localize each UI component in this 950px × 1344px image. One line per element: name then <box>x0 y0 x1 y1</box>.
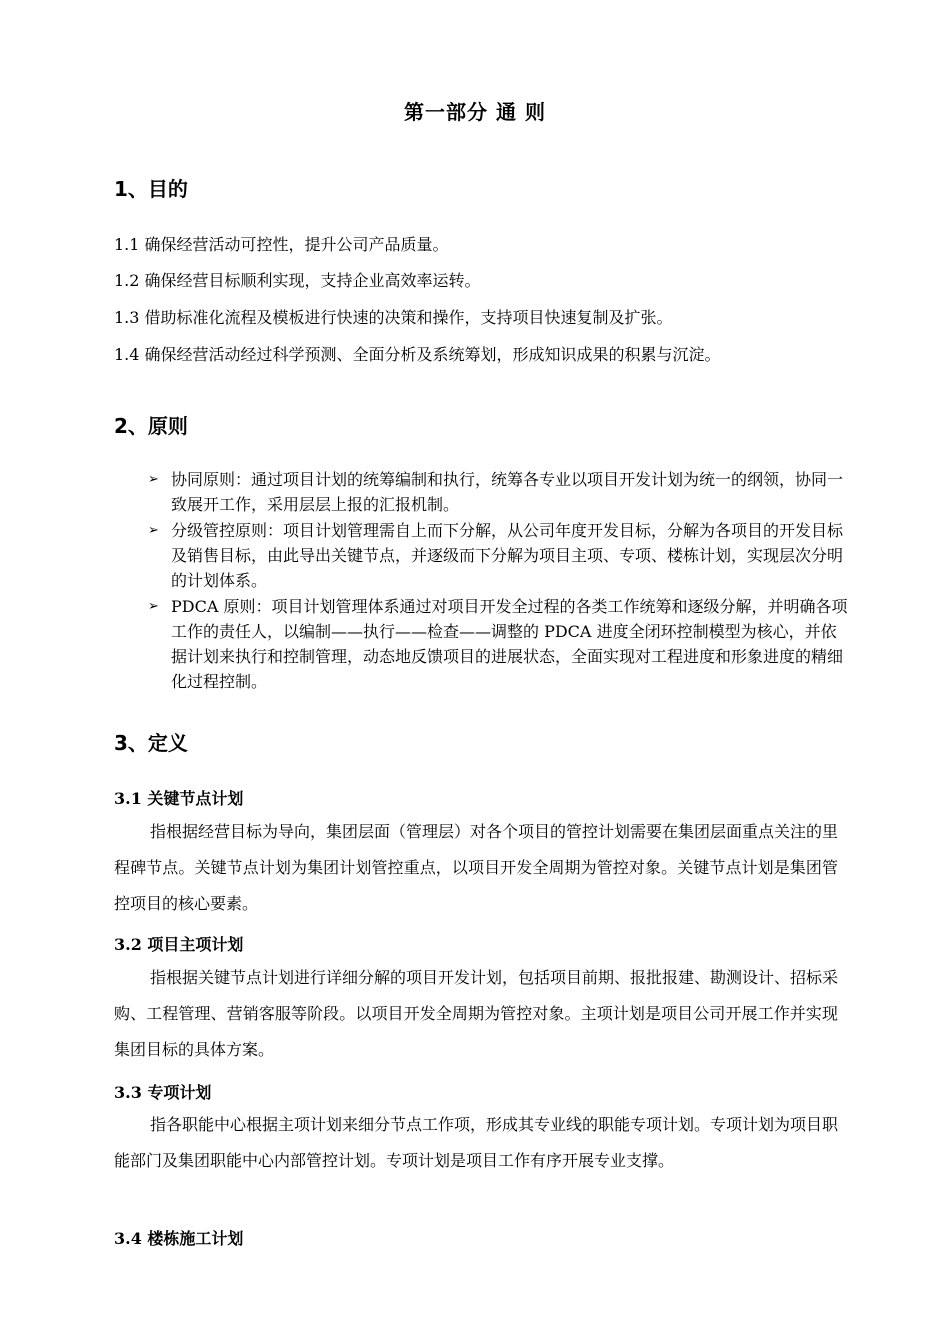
definition-paragraph: 指根据关键节点计划进行详细分解的项目开发计划，包括项目前期、报批报建、勘测设计、招标采购、工程管理、营销客服等阶段。以项目开发全周期为管控对象。主项计划是项目公司开展工作并实现集团目标的具体方案。 <box>114 968 839 1059</box>
arrow-bullet-icon: ➢ <box>148 523 159 538</box>
bullet-text: PDCA 原则：项目计划管理体系通过对项目开发全过程的各类工作统筹和逐级分解，并明确各项工作的责任人，以编制——执行——检查——调整的 PDCA 进度全闭环控制模型为核心，并依据计划来执行和控制管理，动态地反馈项目的进展状态，全面实现对工程进度和形象进度的精细化过程控制。 <box>171 597 848 691</box>
arrow-bullet-icon: ➢ <box>148 599 159 614</box>
bullet-text: 分级管控原则：项目计划管理需自上而下分解，从公司年度开发目标，分解为各项目的开发目标及销售目标，由此导出关键节点，并逐级而下分解为项目主项、专项、楼栋计划，实现层次分明的计划体系。 <box>171 521 844 590</box>
arrow-bullet-icon: ➢ <box>148 472 159 487</box>
subsection-heading: 3.3 专项计划 <box>114 1083 212 1102</box>
bullet-text: 协同原则：通过项目计划的统筹编制和执行，统筹各专业以项目开发计划为统一的纲领，协同一致展开工作，采用层层上报的汇报机制。 <box>171 470 844 514</box>
section-heading-principles: 2、原则 <box>114 414 188 438</box>
purpose-item: 1.4 确保经营活动经过科学预测、全面分析及系统筹划，形成知识成果的积累与沉淀。 <box>114 345 721 364</box>
list-item <box>148 518 848 593</box>
principles-list <box>148 467 848 695</box>
definition-paragraph: 指根据经营目标为导向，集团层面（管理层）对各个项目的管控计划需要在集团层面重点关注的里程碑节点。关键节点计划为集团计划管控重点，以项目开发全周期为管控对象。关键节点计划是集团管控项目的核心要素。 <box>114 822 839 913</box>
list-item <box>148 594 848 694</box>
section-heading-definitions: 3、定义 <box>114 731 188 755</box>
subsection-heading: 3.1 关键节点计划 <box>114 789 244 808</box>
definition-paragraph: 指各职能中心根据主项计划来细分节点工作项，形成其专业线的职能专项计划。专项计划为项目职能部门及集团职能中心内部管控计划。专项计划是项目工作有序开展专业支撑。 <box>114 1115 839 1170</box>
purpose-item: 1.1 确保经营活动可控性，提升公司产品质量。 <box>114 235 449 254</box>
page-title: 第一部分 通 则 <box>404 100 546 124</box>
subsection-heading: 3.2 项目主项计划 <box>114 935 244 954</box>
list-item <box>148 467 848 517</box>
purpose-item: 1.3 借助标准化流程及模板进行快速的决策和操作，支持项目快速复制及扩张。 <box>114 308 673 327</box>
purpose-item: 1.2 确保经营目标顺利实现，支持企业高效率运转。 <box>114 271 481 290</box>
subsection-heading: 3.4 楼栋施工计划 <box>114 1229 244 1248</box>
section-heading-purpose: 1、目的 <box>114 177 188 201</box>
